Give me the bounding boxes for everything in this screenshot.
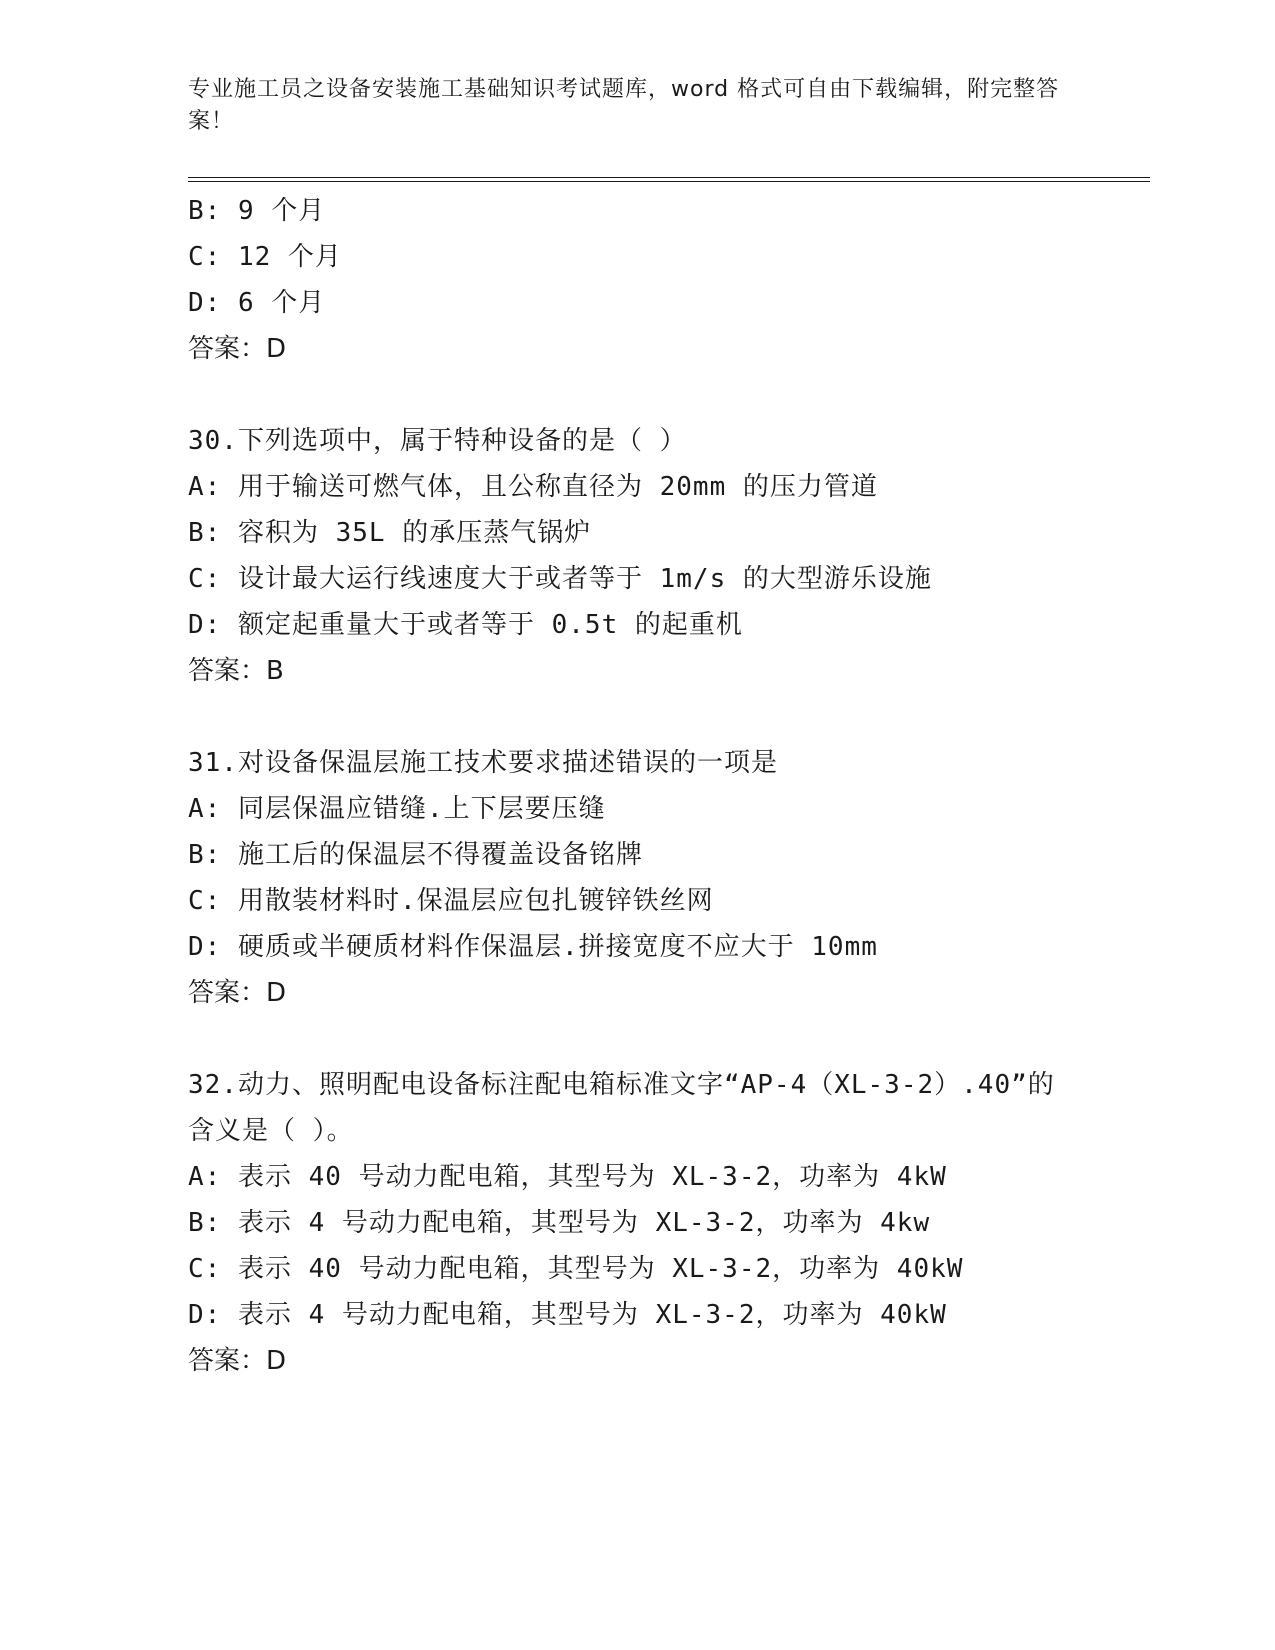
option-c: C: 用散装材料时.保温层应包扎镀锌铁丝网 — [188, 886, 714, 916]
option-d: D: 额定起重量大于或者等于 0.5t 的起重机 — [188, 610, 743, 640]
option-b: B: 表示 4 号动力配电箱，其型号为 XL-3-2，功率为 4kw — [188, 1208, 931, 1238]
option-b: B: 9 个月 — [188, 196, 326, 226]
option-b: B: 施工后的保温层不得覆盖设备铭牌 — [188, 840, 643, 870]
answer: 答案：D — [188, 1346, 287, 1376]
spacer — [188, 694, 1150, 740]
spacer — [188, 1016, 1150, 1062]
question-content — [188, 188, 1150, 1384]
answer: 答案：D — [188, 334, 287, 364]
spacer — [188, 372, 1150, 418]
option-a: A: 同层保温应错缝.上下层要压缝 — [188, 794, 606, 824]
answer: 答案：D — [188, 978, 287, 1008]
page-header: 专业施工员之设备安装施工基础知识考试题库，word 格式可自由下载编辑，附完整答案！ — [188, 77, 1060, 134]
question-30-stem: 30.下列选项中，属于特种设备的是（ ） — [188, 426, 687, 456]
header-divider — [188, 177, 1150, 182]
option-c: C: 表示 40 号动力配电箱，其型号为 XL-3-2，功率为 40kW — [188, 1254, 964, 1284]
option-d: D: 6 个月 — [188, 288, 326, 318]
option-b: B: 容积为 35L 的承压蒸气锅炉 — [188, 518, 592, 548]
option-d: D: 表示 4 号动力配电箱，其型号为 XL-3-2，功率为 40kW — [188, 1300, 947, 1330]
question-32-stem: 32.动力、照明配电设备标注配电箱标准文字“AP-4（XL-3-2）.40”的含义是（ ）。 — [188, 1070, 1055, 1146]
option-c: C: 设计最大运行线速度大于或者等于 1m/s 的大型游乐设施 — [188, 564, 932, 594]
question-31-stem: 31.对设备保温层施工技术要求描述错误的一项是 — [188, 748, 778, 778]
option-c: C: 12 个月 — [188, 242, 342, 272]
answer: 答案：B — [188, 656, 284, 686]
option-d: D: 硬质或半硬质材料作保温层.拼接宽度不应大于 10mm — [188, 932, 878, 962]
option-a: A: 用于输送可燃气体，且公称直径为 20mm 的压力管道 — [188, 472, 878, 502]
option-a: A: 表示 40 号动力配电箱，其型号为 XL-3-2，功率为 4kW — [188, 1162, 947, 1192]
